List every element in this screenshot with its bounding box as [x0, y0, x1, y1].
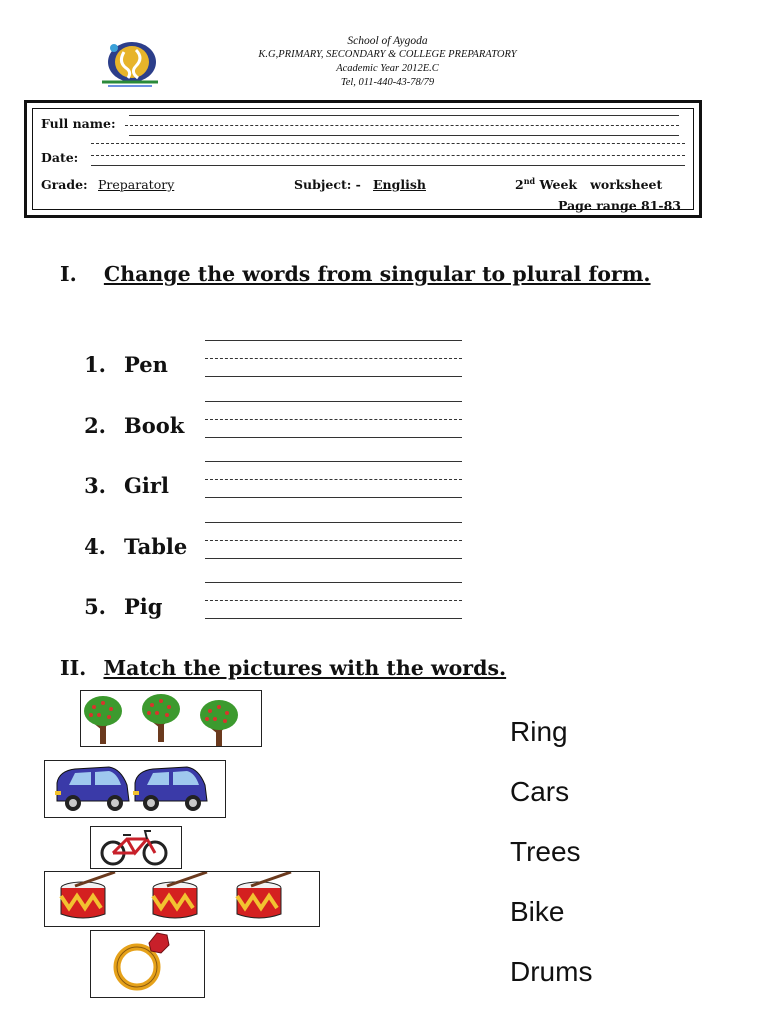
subject-label: Subject: -: [294, 177, 361, 192]
week-label: [515, 176, 662, 192]
answer-field[interactable]: [205, 479, 462, 480]
school-tel: Tel, 011-440-43-78/79: [340, 77, 435, 88]
full-name-field[interactable]: [125, 125, 679, 126]
answer-line-bottom: [205, 558, 462, 559]
answer-line-top: [205, 461, 462, 462]
match-word-4: Bike: [510, 896, 565, 927]
item-word: Pig: [124, 594, 163, 619]
trees-icon: [81, 691, 261, 746]
grade-label: Grade:: [41, 177, 88, 192]
ring-picture[interactable]: [90, 930, 205, 998]
week-text: Week worksheet: [539, 177, 663, 193]
answer-line-top: [205, 522, 462, 523]
week-number: 2: [515, 177, 524, 193]
match-word-5: Drums: [510, 956, 593, 987]
full-name-line-bottom: [129, 135, 679, 136]
item-word: Table: [124, 534, 188, 559]
school-levels: K.G,PRIMARY, SECONDARY & COLLEGE PREPARATORY: [258, 49, 517, 60]
answer-line-top: [205, 582, 462, 583]
bike-icon: [91, 827, 181, 868]
cars-picture[interactable]: [44, 760, 226, 818]
ring-icon: [91, 931, 204, 997]
date-field[interactable]: [91, 155, 685, 156]
answer-line-top: [205, 401, 462, 402]
student-info-box: [24, 100, 702, 218]
answer-line-bottom: [205, 437, 462, 438]
match-word-1: Ring: [510, 716, 568, 747]
section-1-heading: [60, 262, 651, 286]
grade-value: Preparatory: [98, 177, 175, 192]
item-number: 5.: [84, 594, 106, 619]
week-suffix: nd: [523, 176, 536, 186]
full-name-label: Full name:: [41, 116, 116, 131]
date-label: Date:: [41, 150, 79, 165]
answer-field[interactable]: [205, 600, 462, 601]
item-number: 1.: [84, 352, 106, 377]
answer-line-bottom: [205, 618, 462, 619]
section-1-title: Change the words from singular to plural form.: [103, 262, 651, 286]
item-number: 2.: [84, 413, 106, 438]
school-logo-icon: [100, 38, 162, 90]
answer-line-bottom: [205, 497, 462, 498]
section-1-numeral: I.: [60, 262, 77, 286]
drums-icon: [45, 872, 319, 926]
full-name-line-top: [129, 115, 679, 116]
item-number: 4.: [84, 534, 106, 559]
academic-year: Academic Year 2012E.C: [336, 63, 439, 74]
item-number: 3.: [84, 473, 106, 498]
subject-value: English: [373, 177, 426, 192]
section-2-numeral: II.: [60, 656, 87, 680]
section-2-title: Match the pictures with the words.: [103, 656, 507, 680]
item-word: Book: [124, 413, 185, 438]
item-word: Pen: [124, 352, 168, 377]
answer-field[interactable]: [205, 540, 462, 541]
section-2-heading: [60, 656, 506, 680]
match-word-2: Cars: [510, 776, 570, 807]
answer-line-bottom: [205, 376, 462, 377]
date-line-bottom: [91, 165, 685, 166]
page-range: Page range 81-83: [558, 198, 682, 213]
cars-icon: [45, 761, 225, 817]
answer-field[interactable]: [205, 358, 462, 359]
match-word-3: Trees: [510, 836, 581, 867]
answer-line-top: [205, 340, 462, 341]
trees-picture[interactable]: [80, 690, 262, 747]
drums-picture[interactable]: [44, 871, 320, 927]
answer-field[interactable]: [205, 419, 462, 420]
item-word: Girl: [124, 473, 169, 498]
school-header: [200, 34, 575, 90]
full-name-extra-line[interactable]: [91, 143, 685, 144]
school-name: School of Aygoda: [347, 35, 428, 47]
bike-picture[interactable]: [90, 826, 182, 869]
